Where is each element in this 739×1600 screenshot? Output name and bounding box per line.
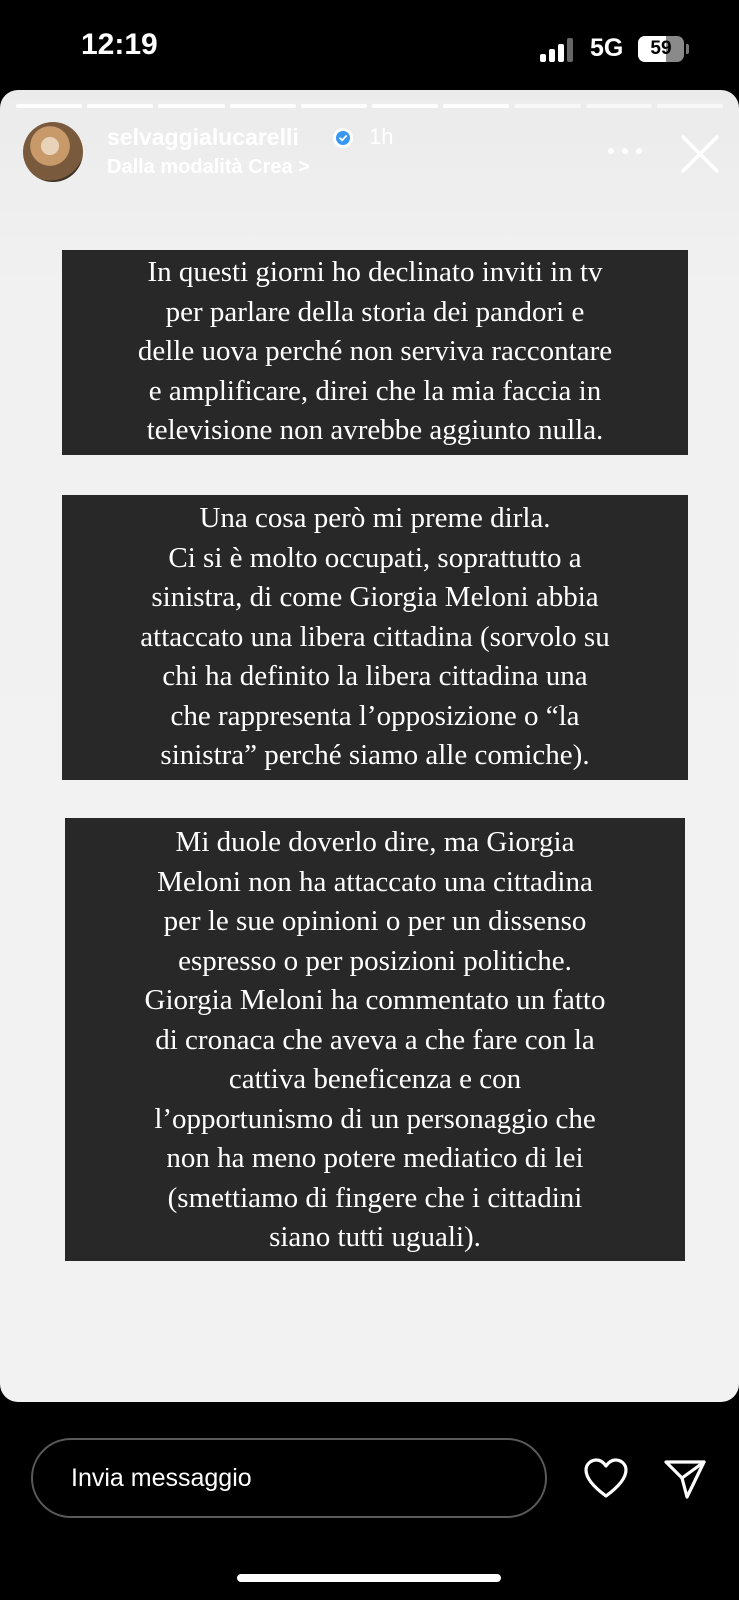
verified-badge-icon [333, 128, 353, 148]
story-viewer[interactable] [0, 90, 739, 1402]
story-progress-segment [158, 104, 224, 108]
reply-bar [0, 1402, 739, 1600]
story-progress-segment [372, 104, 438, 108]
send-message-input[interactable] [31, 1438, 547, 1518]
send-icon[interactable] [663, 1458, 707, 1500]
story-text-block-3: Mi duole doverlo dire, ma Giorgia Meloni non ha attaccato una cittadina per le sue opinioni o per un dissenso espresso o per posizioni politiche. Giorgia Meloni ha commentato un fatto di cronaca che aveva a che fare con la cattiva beneficenza e con l’opportunismo di un personaggio che non ha meno potere mediatico di lei (smettiamo di fingere che i cittadini siano tutti uguali). [65, 818, 685, 1261]
story-progress-segment [87, 104, 153, 108]
battery-percent: 59 [650, 38, 672, 59]
story-text-block-2: Una cosa però mi preme dirla. Ci si è molto occupati, soprattutto a sinistra, di come Giorgia Meloni abbia attaccato una libera cittadina (sorvolo su chi ha definito la libera cittadina una che rappresenta l’opposizione o “la sinistra” perché siamo alle comiche). [62, 495, 688, 780]
story-progress-segment [514, 104, 580, 108]
cellular-signal-icon [540, 38, 580, 62]
close-icon[interactable] [680, 134, 720, 174]
more-icon[interactable] [608, 146, 642, 156]
author-username[interactable]: selvaggialucarelli [107, 124, 299, 150]
create-mode-link[interactable]: Dalla modalità Crea > [107, 156, 310, 178]
heart-icon[interactable] [583, 1458, 629, 1500]
status-bar [0, 0, 739, 90]
network-type: 5G [590, 34, 624, 62]
story-progress-segment [586, 104, 652, 108]
post-time-ago: 1h [369, 124, 394, 149]
home-indicator[interactable] [237, 1574, 501, 1582]
story-progress-segment [657, 104, 723, 108]
story-progress-segment [16, 104, 82, 108]
story-progress-segment [301, 104, 367, 108]
story-progress-segment [230, 104, 296, 108]
story-text-block-1: In questi giorni ho declinato inviti in tv per parlare della storia dei pandori e delle uova perché non serviva raccontare e amplificare, direi che la mia faccia in televisione non avrebbe aggiunto nulla. [62, 250, 688, 455]
status-time: 12:19 [81, 28, 158, 61]
story-progress-segment [443, 104, 509, 108]
story-progress-bar [16, 104, 723, 108]
battery-icon [638, 36, 684, 62]
author-avatar[interactable] [23, 122, 83, 182]
